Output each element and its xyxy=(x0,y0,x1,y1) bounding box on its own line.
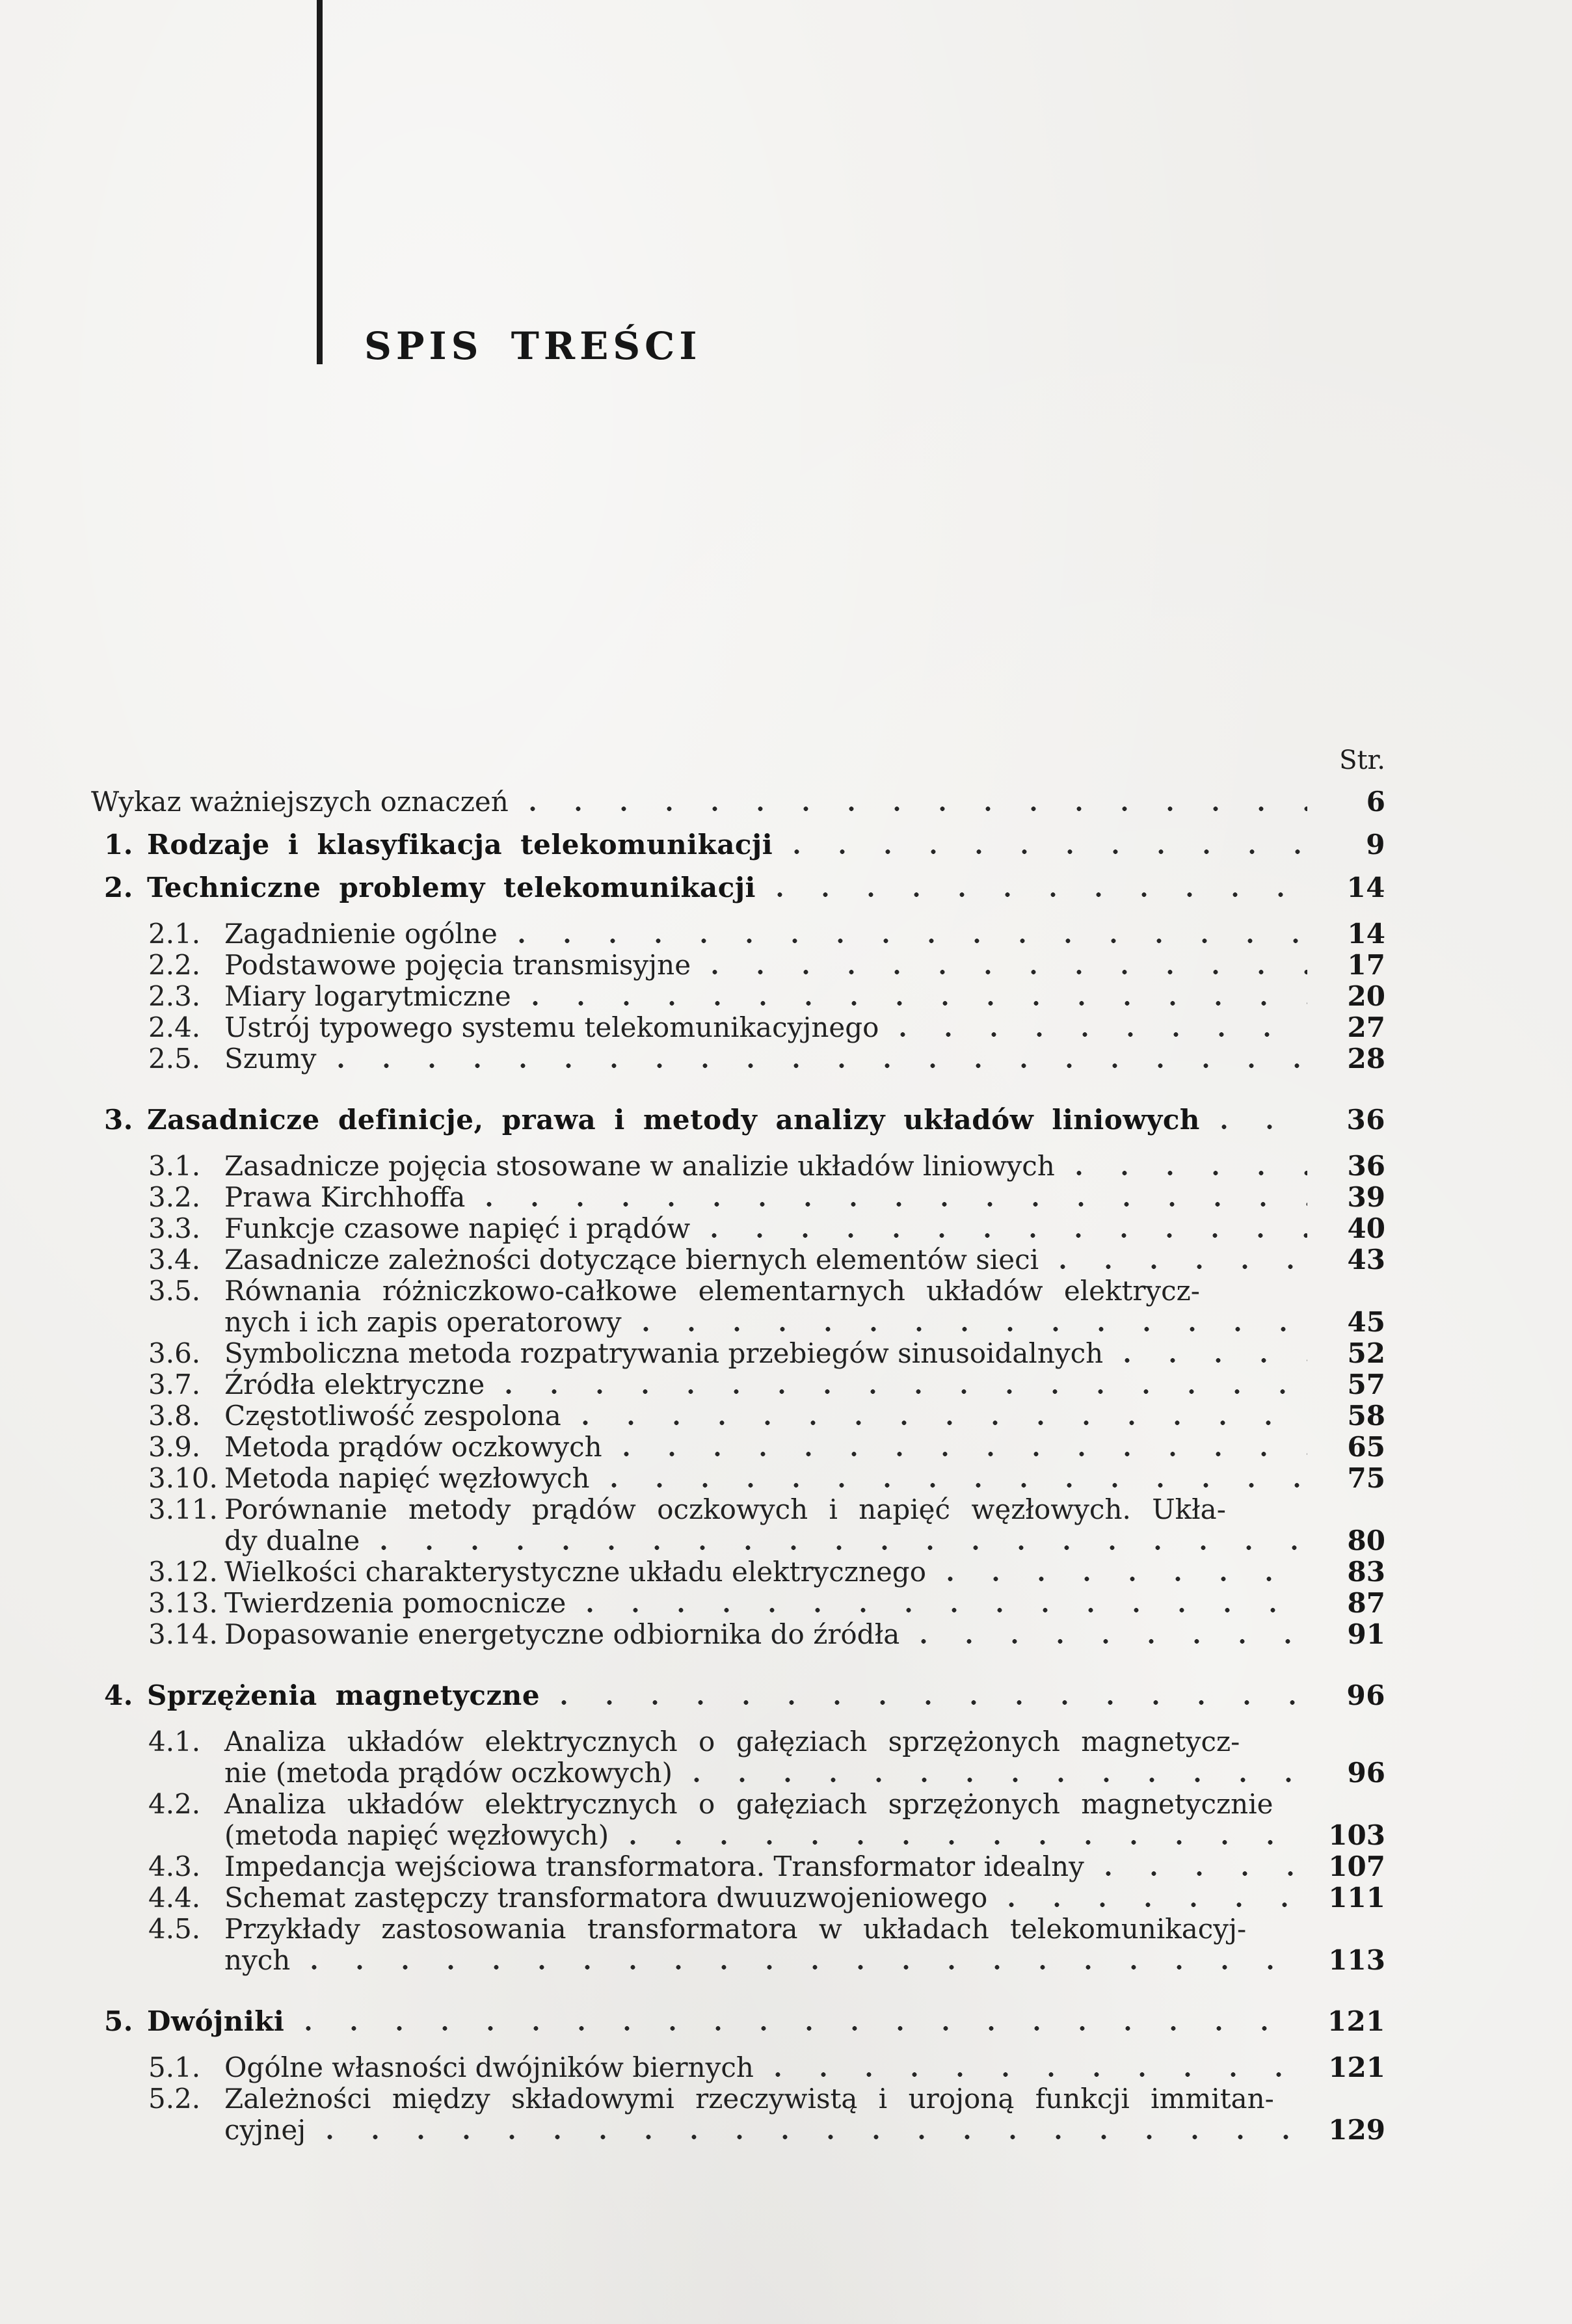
entry-page-number: 96 xyxy=(1347,1757,1385,1789)
entry-number: 5.1. xyxy=(148,2051,201,2083)
toc-row xyxy=(91,1041,1385,1073)
entry-title: Podstawowe pojęcia transmisyjne xyxy=(224,949,691,981)
entry-title: Źródła elektryczne xyxy=(224,1369,485,1400)
dot-leader xyxy=(623,1451,1307,1457)
dot-leader xyxy=(693,1777,1307,1783)
entry-page-number: 14 xyxy=(1347,918,1385,950)
entry-title: Impedancja wejściowa transformatora. Transformator idealny xyxy=(224,1850,1084,1882)
entry-page-number: 129 xyxy=(1328,2114,1385,2146)
dot-leader xyxy=(920,1638,1307,1644)
page-title: SPIS TREŚCI xyxy=(364,324,702,368)
toc-row xyxy=(91,979,1385,1010)
entry-number: 3.12. xyxy=(148,1556,218,1588)
entry-number: 4.3. xyxy=(148,1850,201,1882)
entry-number: 5.2. xyxy=(148,2083,201,2115)
toc-row xyxy=(91,1912,1385,1943)
entry-number: 3.4. xyxy=(148,1244,201,1276)
entry-number: 2.2. xyxy=(148,949,201,981)
toc-row xyxy=(91,1010,1385,1041)
entry-page-number: 28 xyxy=(1347,1043,1385,1075)
entry-title: Schemat zastępczy transformatora dwuuzwojeniowego xyxy=(224,1882,988,1914)
entry-page-number: 65 xyxy=(1347,1431,1385,1463)
entry-number: 4. xyxy=(104,1679,133,1711)
toc-row xyxy=(91,1430,1385,1461)
dot-leader xyxy=(486,1201,1307,1207)
toc-row xyxy=(91,1461,1385,1492)
entry-page-number: 91 xyxy=(1347,1618,1385,1650)
entry-number: 3.6. xyxy=(148,1337,201,1369)
toc-row xyxy=(91,784,1385,816)
dot-leader xyxy=(899,1032,1307,1037)
entry-page-number: 20 xyxy=(1347,980,1385,1012)
entry-page-number: 57 xyxy=(1347,1369,1385,1400)
entry-number: 3.10. xyxy=(148,1462,218,1494)
entry-title: Przykłady zastosowania transformatora w układach telekomunikacyj- xyxy=(224,1913,1247,1945)
entry-page-number: 75 xyxy=(1347,1462,1385,1494)
dot-leader xyxy=(338,1063,1307,1069)
toc-row xyxy=(91,2081,1385,2113)
toc-row xyxy=(91,1787,1385,1818)
dot-leader xyxy=(532,1000,1307,1006)
entry-number: 3.11. xyxy=(148,1493,218,1525)
entry-page-number: 121 xyxy=(1328,2051,1385,2083)
entry-title: Porównanie metody prądów oczkowych i napięć węzłowych. Ukła- xyxy=(224,1493,1226,1525)
entry-page-number: 39 xyxy=(1347,1181,1385,1213)
dot-leader xyxy=(643,1326,1307,1332)
entry-title: Dopasowanie energetyczne odbiornika do źródła xyxy=(224,1618,900,1650)
toc-row xyxy=(91,916,1385,948)
entry-number: 4.5. xyxy=(148,1913,201,1945)
toc-row xyxy=(91,948,1385,979)
entry-title: Analiza układów elektrycznych o gałęziach sprzężonych magnetycznie xyxy=(224,1788,1273,1820)
toc-row xyxy=(91,1943,1385,1974)
dot-leader xyxy=(311,1964,1307,1970)
entry-title: Sprzężenia magnetyczne xyxy=(147,1679,540,1711)
dot-leader xyxy=(518,938,1307,944)
toc-row xyxy=(91,1242,1385,1274)
toc-row xyxy=(91,1617,1385,1648)
entry-title: Szumy xyxy=(224,1043,317,1075)
entry-title: Wykaz ważniejszych oznaczeń xyxy=(91,786,509,818)
entry-title: Zasadnicze pojęcia stosowane w analizie układów liniowych xyxy=(224,1150,1055,1182)
entry-title: Symboliczna metoda rozpatrywania przebiegów sinusoidalnych xyxy=(224,1337,1104,1369)
dot-leader xyxy=(1124,1357,1307,1363)
dot-leader xyxy=(505,1389,1307,1395)
entry-title: Metoda napięć węzłowych xyxy=(224,1462,590,1494)
dot-leader xyxy=(1008,1902,1307,1908)
entry-number: 3.1. xyxy=(148,1150,201,1182)
entry-title: nie (metoda prądów oczkowych) xyxy=(224,1757,673,1789)
toc-row xyxy=(91,1211,1385,1242)
dot-leader xyxy=(587,1607,1307,1613)
entry-page-number: 27 xyxy=(1347,1011,1385,1043)
margin-rule xyxy=(317,0,323,364)
entry-title: Analiza układów elektrycznych o gałęziach sprzężonych magnetycz- xyxy=(224,1726,1240,1757)
toc-row xyxy=(91,1149,1385,1180)
dot-leader xyxy=(711,1233,1307,1238)
entry-number: 3.8. xyxy=(148,1400,201,1432)
entry-title: Dwójniki xyxy=(147,2005,285,2037)
dot-leader xyxy=(1059,1264,1307,1270)
dot-leader xyxy=(1076,1170,1307,1176)
entry-title: Techniczne problemy telekomunikacji xyxy=(147,872,756,903)
entry-title: cyjnej xyxy=(224,2114,306,2146)
toc-row xyxy=(91,1880,1385,1912)
entry-title: Zasadnicze definicje, prawa i metody analizy układów liniowych xyxy=(147,1104,1200,1136)
dot-leader xyxy=(611,1482,1307,1488)
toc-rows xyxy=(91,784,1385,2144)
toc-row xyxy=(91,1367,1385,1398)
toc-row xyxy=(91,827,1385,859)
toc-row xyxy=(91,1180,1385,1211)
dot-leader xyxy=(793,849,1307,855)
entry-page-number: 121 xyxy=(1327,2005,1385,2037)
dot-leader xyxy=(947,1576,1307,1582)
entry-page-number: 58 xyxy=(1347,1400,1385,1432)
entry-number: 3.9. xyxy=(148,1431,201,1463)
entry-title: Wielkości charakterystyczne układu elektrycznego xyxy=(224,1556,926,1588)
dot-leader xyxy=(582,1420,1307,1426)
entry-number: 3.3. xyxy=(148,1212,201,1244)
entry-title: Równania różniczkowo-całkowe elementarnych układów elektrycz- xyxy=(224,1275,1201,1307)
entry-number: 3. xyxy=(104,1104,133,1136)
entry-title: Funkcje czasowe napięć i prądów xyxy=(224,1212,691,1244)
entry-page-number: 107 xyxy=(1328,1850,1385,1882)
toc-row xyxy=(91,1336,1385,1367)
dot-leader xyxy=(712,969,1307,975)
dot-leader xyxy=(1221,1124,1307,1130)
entry-page-number: 45 xyxy=(1347,1306,1385,1338)
entry-number: 1. xyxy=(104,829,133,861)
entry-page-number: 36 xyxy=(1346,1104,1385,1136)
entry-page-number: 113 xyxy=(1328,1944,1385,1976)
entry-title: Zagadnienie ogólne xyxy=(224,918,498,950)
toc-row xyxy=(91,2050,1385,2081)
entry-number: 4.2. xyxy=(148,1788,201,1820)
dot-leader xyxy=(630,1839,1307,1845)
entry-title: dy dualne xyxy=(224,1525,360,1556)
toc-row xyxy=(91,2004,1385,2035)
entry-number: 2.5. xyxy=(148,1043,201,1075)
toc-row xyxy=(91,1555,1385,1586)
dot-leader xyxy=(775,2072,1307,2077)
dot-leader xyxy=(561,1700,1307,1705)
toc-row xyxy=(91,1724,1385,1756)
entry-page-number: 111 xyxy=(1328,1882,1385,1914)
entry-number: 3.7. xyxy=(148,1369,201,1400)
toc-row xyxy=(91,1849,1385,1880)
toc-row xyxy=(91,1756,1385,1787)
toc-row xyxy=(91,1274,1385,1305)
dot-leader xyxy=(529,806,1307,812)
entry-page-number: 40 xyxy=(1347,1212,1385,1244)
entry-number: 4.4. xyxy=(148,1882,201,1914)
entry-number: 2. xyxy=(104,872,133,903)
entry-page-number: 9 xyxy=(1366,829,1385,861)
entry-number: 2.1. xyxy=(148,918,201,950)
entry-title: nych i ich zapis operatorowy xyxy=(224,1306,622,1338)
entry-page-number: 80 xyxy=(1347,1525,1385,1556)
dot-leader xyxy=(326,2134,1307,2140)
entry-title: Metoda prądów oczkowych xyxy=(224,1431,602,1463)
toc-row xyxy=(91,1492,1385,1523)
entry-title: Prawa Kirchhoffa xyxy=(224,1181,466,1213)
entry-title: (metoda napięć węzłowych) xyxy=(224,1819,609,1851)
entry-page-number: 36 xyxy=(1347,1150,1385,1182)
entry-page-number: 43 xyxy=(1347,1244,1385,1276)
entry-title: Rodzaje i klasyfikacja telekomunikacji xyxy=(147,829,773,861)
entry-title: Zasadnicze zależności dotyczące biernych elementów sieci xyxy=(224,1244,1039,1276)
toc-row xyxy=(91,1678,1385,1709)
dot-leader xyxy=(305,2025,1307,2031)
toc-row xyxy=(91,1818,1385,1849)
entry-title: Ustrój typowego systemu telekomunikacyjnego xyxy=(224,1011,879,1043)
entry-number: 2.3. xyxy=(148,980,201,1012)
entry-title: Częstotliwość zespolona xyxy=(224,1400,561,1432)
entry-number: 4.1. xyxy=(148,1726,201,1757)
dot-leader xyxy=(777,892,1307,898)
entry-title: Ogólne własności dwójników biernych xyxy=(224,2051,754,2083)
entry-number: 3.2. xyxy=(148,1181,201,1213)
entry-number: 3.13. xyxy=(148,1587,218,1619)
entry-page-number: 6 xyxy=(1366,786,1385,818)
entry-page-number: 14 xyxy=(1346,872,1385,903)
entry-page-number: 87 xyxy=(1347,1587,1385,1619)
dot-leader xyxy=(380,1545,1307,1551)
entry-page-number: 103 xyxy=(1328,1819,1385,1851)
entry-number: 3.5. xyxy=(148,1275,201,1307)
dot-leader xyxy=(1105,1871,1307,1877)
entry-title: nych xyxy=(224,1944,291,1976)
entry-title: Zależności między składowymi rzeczywistą i urojoną funkcji immitan- xyxy=(224,2083,1274,2115)
toc-row xyxy=(91,1398,1385,1430)
entry-page-number: 83 xyxy=(1347,1556,1385,1588)
entry-page-number: 96 xyxy=(1346,1679,1385,1711)
table-of-contents xyxy=(91,745,1385,2144)
toc-row xyxy=(91,870,1385,902)
toc-row xyxy=(91,1305,1385,1336)
toc-row xyxy=(91,1523,1385,1555)
toc-row xyxy=(91,1102,1385,1134)
entry-number: 3.14. xyxy=(148,1618,218,1650)
toc-row xyxy=(91,1586,1385,1617)
entry-title: Miary logarytmiczne xyxy=(224,980,511,1012)
toc-row xyxy=(91,2113,1385,2144)
entry-page-number: 52 xyxy=(1347,1337,1385,1369)
entry-page-number: 17 xyxy=(1347,949,1385,981)
page-column-header: Str. xyxy=(1339,745,1385,775)
entry-number: 5. xyxy=(104,2005,133,2037)
entry-title: Twierdzenia pomocnicze xyxy=(224,1587,566,1619)
entry-number: 2.4. xyxy=(148,1011,201,1043)
